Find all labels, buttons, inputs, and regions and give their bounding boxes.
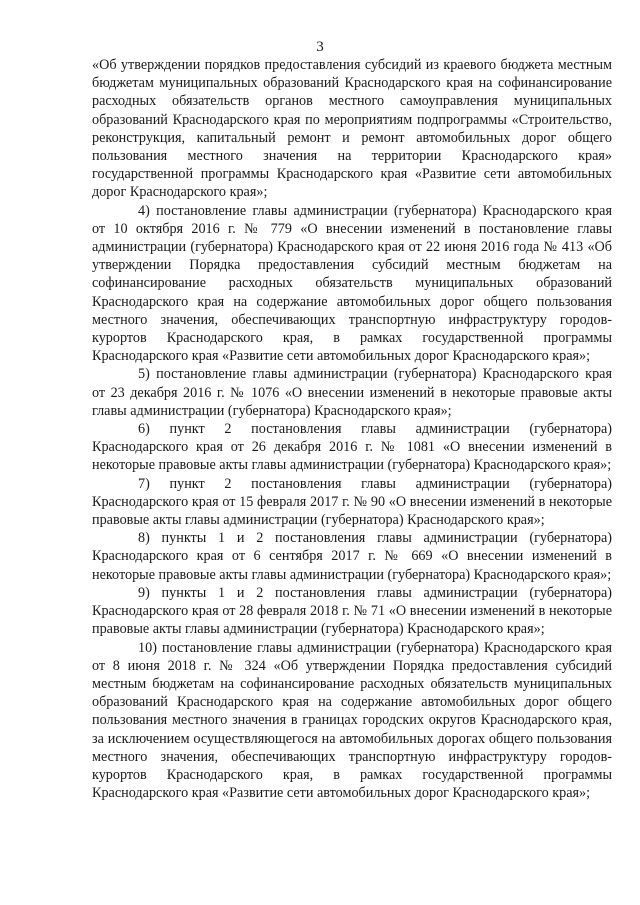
paragraph-continuation: «Об утверждении порядков предоставления субсидий из краевого бюджета местным бюджетам муниципальных образований Краснодарского края на софинансирование расходных обязательств органов местного самоуправления муниципальных образований Краснодарского края по мероприятиям подпрограммы «Строительство, реконструкция, капитальный ремонт и ремонт автомобильных дорог общего пользования местного значения на территории Краснодарского края» государственной программы Краснодарского края «Развитие сети автомобильных дорог Краснодарского края»;: [92, 57, 612, 201]
list-item-6: 6) пункт 2 постановления главы администрации (губернатора) Краснодарского края от 26 декабря 2016 г. № 1081 «О внесении изменений в некоторые правовые акты главы администрации (губернатора) Краснодарского края»;: [92, 421, 612, 474]
document-body: [92, 56, 612, 802]
list-item-8: 8) пункты 1 и 2 постановления главы администрации (губернатора) Краснодарского края от 6 сентября 2017 г. № 669 «О внесении изменений в некоторые правовые акты главы администрации (губернатора) Краснодарского края»;: [92, 530, 612, 583]
list-item-5: 5) постановление главы администрации (губернатора) Краснодарского края от 23 декабря 2016 г. № 1076 «О внесении изменений в некоторые правовые акты главы администрации (губернатора) Краснодарского края»;: [92, 366, 612, 419]
list-item-4: 4) постановление главы администрации (губернатора) Краснодарского края от 10 октября 2016 г. № 779 «О внесении изменений в постановление главы администрации (губернатора) Краснодарского края от 22 июня 2016 года № 413 «Об утверждении Порядка предоставления субсидий местным бюджетам на софинансирование расходных обязательств муниципальных образований Краснодарского края на содержание автомобильных дорог общего пользования местного значения, обеспечивающих транспортную инфраструктуру городов-курортов Краснодарского края, в рамках государственной программы Краснодарского края «Развитие сети автомобильных дорог Краснодарского края»;: [92, 202, 612, 365]
list-item-7: 7) пункт 2 постановления главы администрации (губернатора) Краснодарского края от 15 февраля 2017 г. № 90 «О внесении изменений в некоторые правовые акты главы администрации (губернатора) Краснодарского края»;: [92, 475, 612, 529]
list-item-10: 10) постановление главы администрации (губернатора) Краснодарского края от 8 июня 2018 г. № 324 «Об утверждении Порядка предоставления субсидий местным бюджетам на софинансирование расходных обязательств муниципальных образований Краснодарского края на содержание автомобильных дорог общего пользования местного значения в границах городских округов Краснодарского края, за исключением осуществляющегося на автомобильных дорогах общего пользования местного значения, обеспечивающих транспортную инфраструктуру городов-курортов Краснодарского края, в рамках государственной программы Краснодарского края «Развитие сети автомобильных дорог Краснодарского края»;: [92, 639, 612, 802]
page-number: 3: [316, 39, 324, 55]
list-item-9: 9) пункты 1 и 2 постановления главы администрации (губернатора) Краснодарского края от 28 февраля 2018 г. № 71 «О внесении изменений в некоторые правовые акты главы администрации (губернатора) Краснодарского края»;: [92, 584, 612, 638]
